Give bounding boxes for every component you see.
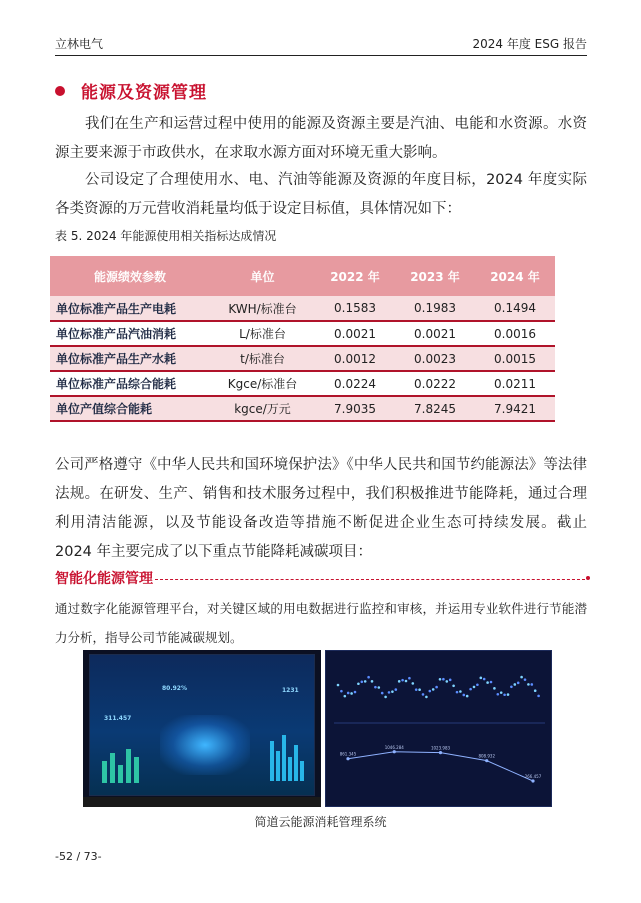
scatter-point [466,695,469,698]
scatter-point [381,692,384,695]
section-title: 能源及资源管理 [81,83,207,103]
cell-2024: 0.0211 [475,371,555,396]
scatter-point [534,689,537,692]
cell-2023: 0.0023 [395,346,475,371]
scatter-point [418,688,421,691]
line-point [346,757,349,760]
scatter-point [340,690,343,693]
scatter-point [517,682,520,685]
scatter-point [398,680,401,683]
table-caption: 表 5. 2024 年能源使用相关指标达成情况 [55,229,277,243]
table-row [50,346,555,371]
cell-2024: 0.0016 [475,321,555,346]
energy-system-figure [83,650,552,807]
scatter-point [442,678,445,681]
line-value-label: 1023.983 [430,745,451,751]
scatter-point [452,685,455,688]
scatter-point [367,676,370,679]
energy-metrics-table [50,256,555,422]
scatter-point [415,688,418,691]
screen-value: 1231 [282,687,299,694]
scatter-point [357,682,360,685]
scatter-point [493,687,496,690]
scatter-point [405,680,408,683]
screen-value: 80.92% [162,685,187,692]
table-row [50,371,555,396]
scatter-point [361,680,364,683]
cell-param: 单位标准产品生产电耗 [50,296,210,321]
line-value-label: 861.345 [339,751,357,757]
scatter-point [476,683,479,686]
scatter-point [439,678,442,681]
scatter-point [483,678,486,681]
cell-param: 单位标准产品综合能耗 [50,371,210,396]
scatter-point [524,678,527,681]
scatter-point [537,695,540,698]
scatter-point [480,677,483,680]
cell-unit: KWH/标准台 [210,296,315,321]
cell-unit: Kgce/标准台 [210,371,315,396]
dashed-divider [155,579,585,580]
scatter-point [408,677,411,680]
cell-2023: 0.0222 [395,371,475,396]
scatter-point [473,686,476,689]
scatter-point [449,679,452,682]
scatter-point [446,680,449,683]
scatter-point [435,686,438,689]
report-title: 2024 年度 ESG 报告 [472,37,587,51]
line-point [439,751,442,754]
cell-2022: 0.0224 [315,371,395,396]
scatter-point [429,690,432,693]
line-point [393,750,396,753]
scatter-point [531,683,534,686]
scatter-point [520,676,523,679]
scatter-point [459,690,462,693]
line-value-label: 266.457 [524,774,542,780]
cell-param: 单位标准产品汽油消耗 [50,321,210,346]
scatter-point [364,680,367,683]
scatter-point [395,688,398,691]
monitor-stand [83,797,321,807]
scatter-point [510,685,513,688]
scatter-point [391,690,394,693]
scatter-point [401,679,404,682]
cell-2022: 0.0012 [315,346,395,371]
scatter-point [490,681,493,684]
cell-2024: 7.9421 [475,396,555,421]
scatter-point [422,693,425,696]
cell-2022: 0.0021 [315,321,395,346]
energy-dashboard-panel [325,650,552,807]
scatter-point [527,683,530,686]
paragraph-resources: 我们在生产和运营过程中使用的能源及资源主要是汽油、电能和水资源。水资源主要来源于市政供水，在求取水源方面对环境无重大影响。 [55,116,587,161]
bullet-icon [55,86,65,96]
paragraph-compliance: 公司严格遵守《中华人民共和国环境保护法》《中华人民共和国节约能源法》等法律法规。在研发、生产、销售和技术服务过程中，我们积极推进节能降耗，通过合理利用清洁能源，以及节能设备改造等措施不断促进企业生态可持续发展。截止 2024 年主要完成了以下重点节能降耗减碳项目： [55,457,587,560]
scatter-point [350,692,353,695]
cell-unit: kgce/万元 [210,396,315,421]
table-row [50,396,555,421]
scatter-point [384,696,387,699]
scatter-point [378,686,381,689]
table-row [50,296,555,321]
energy-line [348,752,533,781]
page-number: -52 / 73- [55,850,102,863]
figure-caption: 简道云能源消耗管理系统 [254,815,387,829]
screen-value: 311.457 [104,715,132,722]
scatter-point [412,682,415,685]
section-heading [55,78,207,103]
paragraph-digital-platform: 通过数字化能源管理平台，对关键区域的用电数据进行监控和审核，并运用专业软件进行节能潜力分析，指导公司节能减碳规划。 [55,601,587,645]
scatter-point [500,691,503,694]
line-value-label: 808.932 [478,753,496,759]
cell-2023: 7.8245 [395,396,475,421]
scatter-point [463,694,466,697]
cell-2023: 0.1983 [395,296,475,321]
scatter-point [354,691,357,694]
cell-param: 单位标准产品生产水耗 [50,346,210,371]
table-header-row [50,256,555,296]
header-2022: 2022 年 [315,256,395,296]
scatter-point [374,686,377,689]
line-point [531,779,534,782]
cell-2023: 0.0021 [395,321,475,346]
cell-2022: 0.1583 [315,296,395,321]
cell-unit: t/标准台 [210,346,315,371]
scatter-point [503,693,506,696]
screen-bar-group [270,735,304,781]
scatter-point [486,681,489,684]
scatter-point [456,691,459,694]
dashboard-screen [89,654,315,796]
scatter-point [347,692,350,695]
scatter-point [337,684,340,687]
table-row [50,321,555,346]
cell-param: 单位产值综合能耗 [50,396,210,421]
header-param: 能源绩效参数 [50,256,210,296]
scatter-point [514,683,517,686]
line-point [485,759,488,762]
scatter-point [507,693,510,696]
cell-2024: 0.1494 [475,296,555,321]
subsection-heading [55,568,590,588]
dashboard-charts [326,651,553,808]
screen-bar-group [102,749,139,783]
scatter-point [469,688,472,691]
paragraph-targets: 公司设定了合理使用水、电、汽油等能源及资源的年度目标，2024 年度实际各类资源的万元营收消耗量均低于设定目标值，具体情况如下： [55,172,587,217]
header-2023: 2023 年 [395,256,475,296]
scatter-point [425,696,428,699]
cell-2022: 7.9035 [315,396,395,421]
line-value-label: 1046.284 [384,744,404,750]
cell-unit: L/标准台 [210,321,315,346]
scatter-point [344,695,347,698]
scatter-point [388,691,391,694]
company-name: 立林电气 [55,37,104,51]
cell-2024: 0.0015 [475,346,555,371]
header-unit: 单位 [210,256,315,296]
page-header [55,34,587,56]
header-2024: 2024 年 [475,256,555,296]
subsection-title: 智能化能源管理 [55,571,153,587]
scatter-point [432,688,435,691]
monitor-photo [83,650,321,807]
scatter-point [497,693,500,696]
divider-dot-icon [586,576,590,580]
scatter-point [371,680,374,683]
screen-glow [160,715,250,775]
